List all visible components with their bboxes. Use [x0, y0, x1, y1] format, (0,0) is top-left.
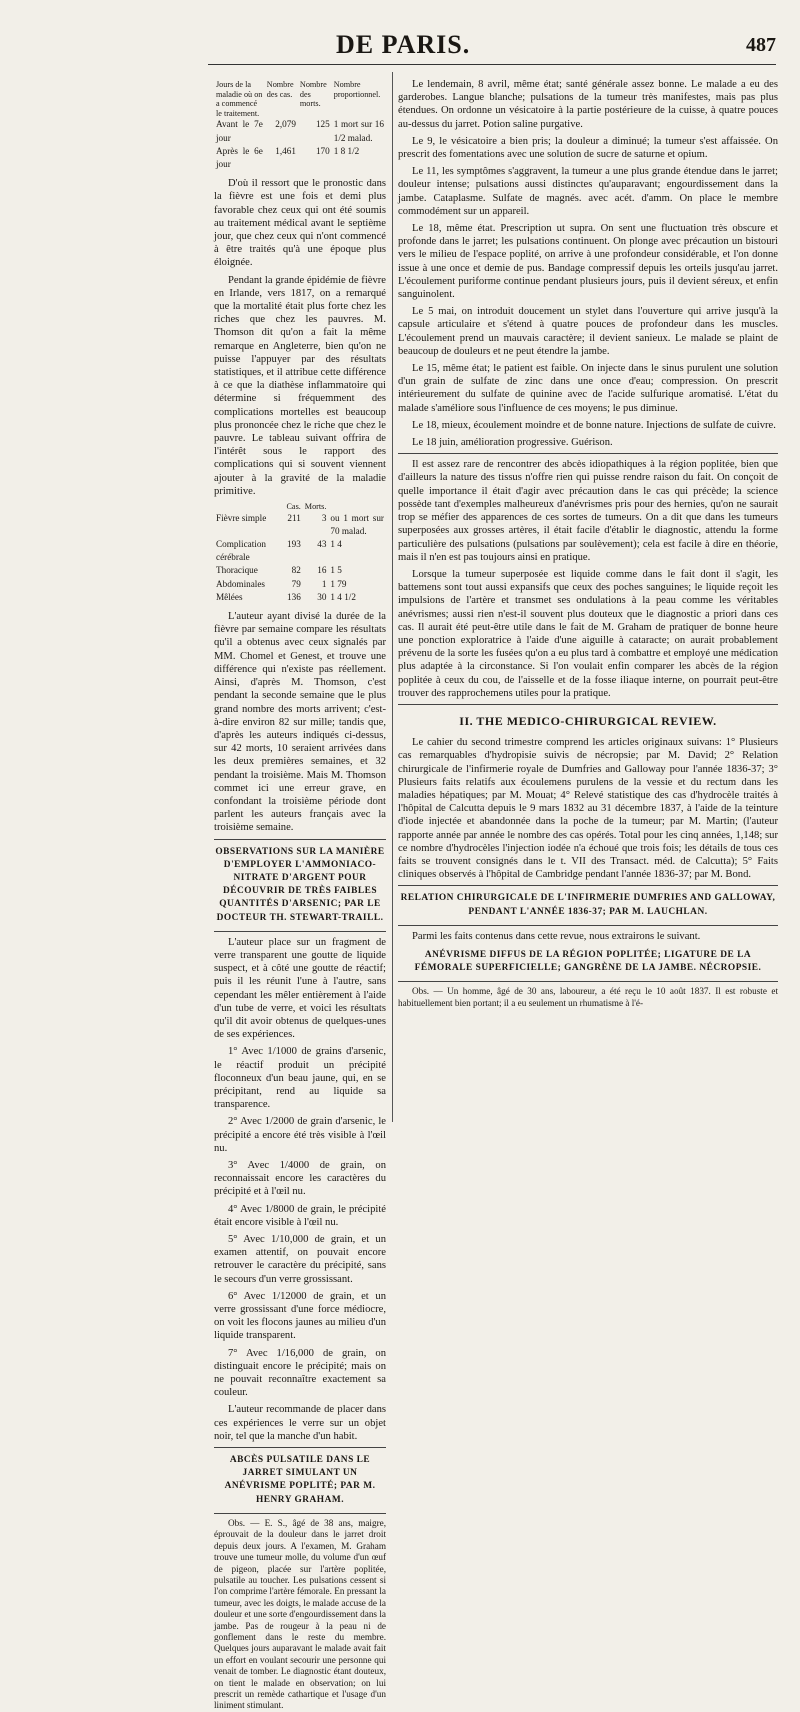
paragraph: Le 11, les symptômes s'aggravent, la tumeur a une plus grande étendue dans le jarret; douleur intense; pulsations aussi distinctes qu'auparavant; engourdissement dans la jambe. Cataplasme. Sulfate de magnés. avec acét. d'amm. On place le membre commodément sur un appareil.	[398, 166, 778, 217]
paragraph: Le lendemain, 8 avril, même état; santé générale assez bonne. Le malade a eu des garderobes. Langue blanche; pulsations de la tumeur très manifestes, mais pas plus étendues. On ordonne un vésicatoire à la partie postérieure de la cuisse, à quatre pouces au-dessus du jarret. Potion saline purgative.	[398, 79, 778, 130]
col-header-deaths: Morts.	[304, 502, 327, 512]
paragraph: Obs. — E. S., âgé de 38 ans, maigre, éprouvait de la douleur dans le jarret droit depuis deux jours. A l'examen, M. Graham trouve une tumeur molle, du volume d'un œuf de pigeon, placée sur l'artère poplitée, pulsatile au toucher. Les pulsations cessent si l'on comprime l'artère fémorale. En pressant la tumeur, avec les doigts, le malade accuse de la douleur et une sorte d'engourdissement dans la jambe. Pas de rougeur à la peau ni de gonflement dans le reste du membre. Quelques jours auparavant le malade avait fait un effort en voulant secourir une personne qui venait de tomber. Le diagnostic étant douteux, on tient le malade en observation; on lui prescrit un remède cathartique et l'usage d'un liniment stimulant.	[214, 1517, 386, 1711]
section-rule	[214, 931, 386, 932]
paragraph: Le cahier du second trimestre comprend les articles originaux suivans: 1° Plusieurs cas remarquables d'hydropisie suivis de nécropsie; par M. David; 2° Relation chirurgicale de l'infirmerie royale de Dumfries and Galloway pour l'année 1836-37; 3° Plusieurs faits relatifs aux écoulemens purulens de la vessie et du rectum dans les maladies hépatiques; par M. Mouat; 4° Relevé statistique des cas d'hydrocèle traités à l'hôpital de Calcutta depuis le 9 mars 1832 au 31 décembre 1837, à l'aide de la teinture d'iode injectée et abandonnée dans la poche de la tumeur; par M. Martin; (l'auteur rapporte année par année le nombre des cas opérés. Total pour les cinq années, 1,148; sur ce nombre d'hydrocèles l'injection iodée n'a échoué que trois fois; les détails de tous ces faits se trouvent consignés dans le t. VII des Transact. méd. de Calcutta); 5° Faits cliniques observés à l'hôpital de Cambridge pendant l'année 1836-37; par M. Bond.	[398, 737, 778, 881]
paragraph: Le 15, même état; le patient est faible. On injecte dans le sinus purulent une solution d'un grain de sulfate de zinc dans une once d'eau; compression. On prescrit intérieurement du sulfate de quinine avec de l'acide sulfurique aromatisé. L'état du malade s'améliore sous l'influence de ces moyens; le pus diminue.	[398, 363, 778, 414]
list-item: 4° Avec 1/8000 de grain, le précipité était encore visible à l'œil nu.	[214, 1203, 386, 1228]
table-row: Thoracique 82 16 1 5	[216, 565, 342, 576]
paragraph: L'auteur ayant divisé la durée de la fièvre par semaine compare les résultats qu'il a obtenus avec ceux signalés par MM. Chomel et Genest, et trouve une différence qui n'existe pas réellement. Ainsi, d'après M. Thomson, c'est pendant la seconde semaine que le plus grand nombre des morts arrivent; c'est-à-dire environ 82 sur mille; tandis que, d'après les auteurs indiqués ci-dessus, sur 42 morts, 10 seraient arrivées dans les deux premières semaines, et 32 pendant la troisième. Mais M. Thomson commet ici une erreur grave, en confondant la troisième période dont parlent les auteurs français avec la troisième semaine.	[214, 611, 386, 834]
table-row: Avant le 7e jour 2,079 125 1 mort sur 16 1/2 malad.	[216, 119, 384, 143]
treatment-table	[214, 80, 386, 171]
paragraph: D'où il ressort que le pronostic dans la fièvre est une fois et demi plus favorable chez ceux qui ont été soumis au traitement médical avant le septième jour, que chez ceux qui n'ont commencé à être traités qu'à une époque plus éloignée.	[214, 178, 386, 269]
section-rule	[398, 704, 778, 705]
col-header-deaths: Nombre des morts.	[299, 80, 327, 109]
col-header-days: Jours de la maladie où on a commencé le traitement.	[216, 80, 263, 118]
paragraph: Le 9, le vésicatoire a bien pris; la douleur a diminué; la tumeur s'est affaissée. On prescrit des fomentations avec une solution de sucre de saturne et opium.	[398, 135, 778, 161]
column-divider	[392, 72, 393, 1122]
list-item: 3° Avec 1/4000 de grain, on reconnaissait encore les caractères du précipité et à l'œil nu.	[214, 1160, 386, 1198]
right-column	[398, 78, 778, 1122]
page-header	[0, 30, 800, 66]
paragraph: Le 18, même état. Prescription ut supra. On sent une fluctuation très obscure et profonde dans le jarret; les pulsations continuent. On plonge avec précaution un bistouri vers le milieu de l'espace poplité, on arrive à une profondeur considérable, et l'on donne issue à une once et demie de pus. Bandage compressif depuis les orteils jusqu'au jarret. L'écoulement puriforme continue pendant plusieurs jours, puis il devient séreux, et enfin sanguinolent.	[398, 223, 778, 301]
section-heading: ABCÈS PULSATILE DANS LE JARRET SIMULANT UN ANÉVRISME POPLITÉ; PAR M. HENRY GRAHAM.	[224, 1455, 376, 1505]
table-row: Après le 6e jour 1,461 170 1 8 1/2	[216, 145, 360, 169]
section-heading: OBSERVATIONS SUR LA MANIÈRE D'EMPLOYER L'AMMONIACO-NITRATE D'ARGENT POUR DÉCOUVRIR DE TRÈS FAIBLES QUANTITÉS D'ARSENIC; PAR LE DOCTEUR TH. STEWART-TRAILL.	[215, 846, 385, 923]
list-item: 6° Avec 1/12000 de grain, et un verre grossissant d'une force médiocre, on voit les flocons jaunes au milieu d'un liquide transparent.	[214, 1290, 386, 1342]
list-item: 5° Avec 1/10,000 de grain, et un examen attentif, on pouvait encore retrouver le caractère du précipité, sans le secours d'un verre grossissant.	[214, 1234, 386, 1285]
table-row: Complication cérébrale 193 43 1 4	[216, 539, 342, 563]
running-title: DE PARIS.	[336, 30, 471, 59]
page-number: 487	[746, 34, 776, 56]
list-item: 1° Avec 1/1000 de grains d'arsenic, le réactif produit un précipité floconneux d'un beau jaune, qui, en se précipitant, rend au liquide sa transparence.	[214, 1046, 386, 1111]
section-rule	[214, 1447, 386, 1448]
list-item: 7° Avec 1/16,000 de grain, on distinguait encore le précipité; mais on ne pouvait reconnaître exactement sa couleur.	[214, 1347, 386, 1399]
complications-table	[214, 502, 386, 604]
section-rule	[214, 1513, 386, 1514]
review-title: II. THE MEDICO-CHIRURGICAL REVIEW.	[459, 713, 717, 728]
paragraph: Le 18, mieux, écoulement moindre et de bonne nature. Injections de sulfate de cuivre.	[412, 419, 776, 431]
section-rule	[398, 453, 778, 454]
list-item: 2° Avec 1/2000 de grain d'arsenic, le précipité a encore été très visible à l'œil nu.	[214, 1116, 386, 1154]
col-header-prop: Nombre proportionnel.	[333, 80, 381, 99]
header-rule	[208, 64, 776, 65]
section-rule	[398, 885, 778, 886]
paragraph: Obs. — Un homme, âgé de 30 ans, laboureur, a été reçu le 10 août 1837. Il est robuste et habituellement bien portant; il a eu seulement un rhumatisme à l'é-	[398, 986, 778, 1008]
paragraph: Parmi les faits contenus dans cette revue, nous extrairons le suivant.	[412, 930, 701, 942]
paragraph: Lorsque la tumeur superposée est liquide comme dans le fait dont il s'agit, les battemens sont tout aussi expansifs que ceux des poches sanguines; le liquide reçoit les impulsions de l'artère et transmet ses ondulations à la peau comme les véritables anévrismes; aussi rien n'est-il souvent plus douteux que le diagnostic a priori dans ces cas. Il aurait été peut-être utile dans le fait de M. Graham de pratiquer de bonne heure une ponction exploratrice à l'aide d'une aiguille à cataracte; on aurait probablement prévenu de la sorte les fusées qu'on a eu plus tard à combattre et employé une médication plus adaptée à la circonstance. Si l'on voulait enfin comparer les abcès de la région poplitée à ceux du cou, de l'aisselle et de la fosse iliaque interne, on pourrait peut-être trouver des rapprochemens utiles pour la pratique.	[398, 568, 778, 699]
paragraph: L'auteur place sur un fragment de verre transparent une goutte de liquide suspect, et à côté une goutte de réactif; puis il les réunit l'une à l'autre, sans cependant les mêler entièrement à l'aide d'un tube de verre, et voici les résultats qu'il dit avoir obtenus de quelques-unes de ses expériences.	[214, 936, 386, 1041]
section-heading: RELATION CHIRURGICALE DE L'INFIRMERIE DUMFRIES AND GALLOWAY, PENDANT L'ANNÉE 1836-37; PAR M. LAUCHLAN.	[400, 893, 776, 917]
paragraph: Pendant la grande épidémie de fièvre en Irlande, vers 1817, on a remarqué que la mortalité était plus forte chez les riches que chez les pauvres. M. Thomson dit qu'on a fait la même remarque en Angleterre, bien qu'on ne puisse l'appuyer par des résultats statistiques, et il attribue cette différence à ce que la diathèse inflammatoire qui détermine si fréquemment des complications mortelles est beaucoup plus prononcée chez le riche que chez le pauvre. Le tableau suivant offrira de l'intérêt sous le rapport des complications qui si souvent viennent ajouter à la gravité de la maladie primitive.	[214, 274, 386, 497]
paragraph: Le 18 juin, amélioration progressive. Guérison.	[412, 437, 613, 449]
table-row: Mêlées 136 30 1 4 1/2	[216, 591, 356, 602]
section-rule	[398, 925, 778, 926]
left-column	[214, 78, 386, 1711]
paragraph: Il est assez rare de rencontrer des abcès idiopathiques à la région poplitée, bien que d'ailleurs la nature des tissus n'offre rien qui puisse rendre raison du fait. On conçoit de quelle importance il était d'agir avec précaution dans le cas qui précède; la science possède tant d'exemples malheureux d'anévrismes pris pour des hernies, qu'on ne saurait trop se méfier des apparences de ces sortes de tumeurs. On a dit que dans les tumeurs superposées aux grosses artères, il était facile d'établir le diagnostic, attendu la forme particulière des pulsations (pulsations par soulèvement); cela est facile à dire en théorie, mais il n'en est pas toujours ainsi en pratique.	[398, 459, 778, 563]
table-row: Abdominales 79 1 1 79	[216, 578, 347, 589]
section-heading: ANÉVRISME DIFFUS DE LA RÉGION POPLITÉE; LIGATURE DE LA FÉMORALE SUPERFICIELLE; GANGRÈNE DE LA JAMBE. NÉCROPSIE.	[414, 949, 762, 974]
section-rule	[398, 981, 778, 982]
paragraph: L'auteur recommande de placer dans ces expériences le verre sur un objet noir, tel que la manche d'un habit.	[214, 1404, 386, 1442]
col-header-cases: Nombre des cas.	[266, 80, 294, 99]
col-header-cases: Cas.	[286, 502, 301, 512]
paragraph: Le 5 mai, on introduit doucement un stylet dans l'ouverture qui arrive jusqu'à la capsule articulaire et s'étend à quatre pouces de profondeur dans les muscles. L'écoulement prend un mauvais caractère; il devient sanieux. Le malade se plaint de beaucoup de douleurs et ne peut étendre la jambe.	[398, 306, 778, 357]
section-rule	[214, 839, 386, 840]
table-row: Fièvre simple 211 3 ou 1 mort sur 70 malad.	[216, 512, 384, 536]
